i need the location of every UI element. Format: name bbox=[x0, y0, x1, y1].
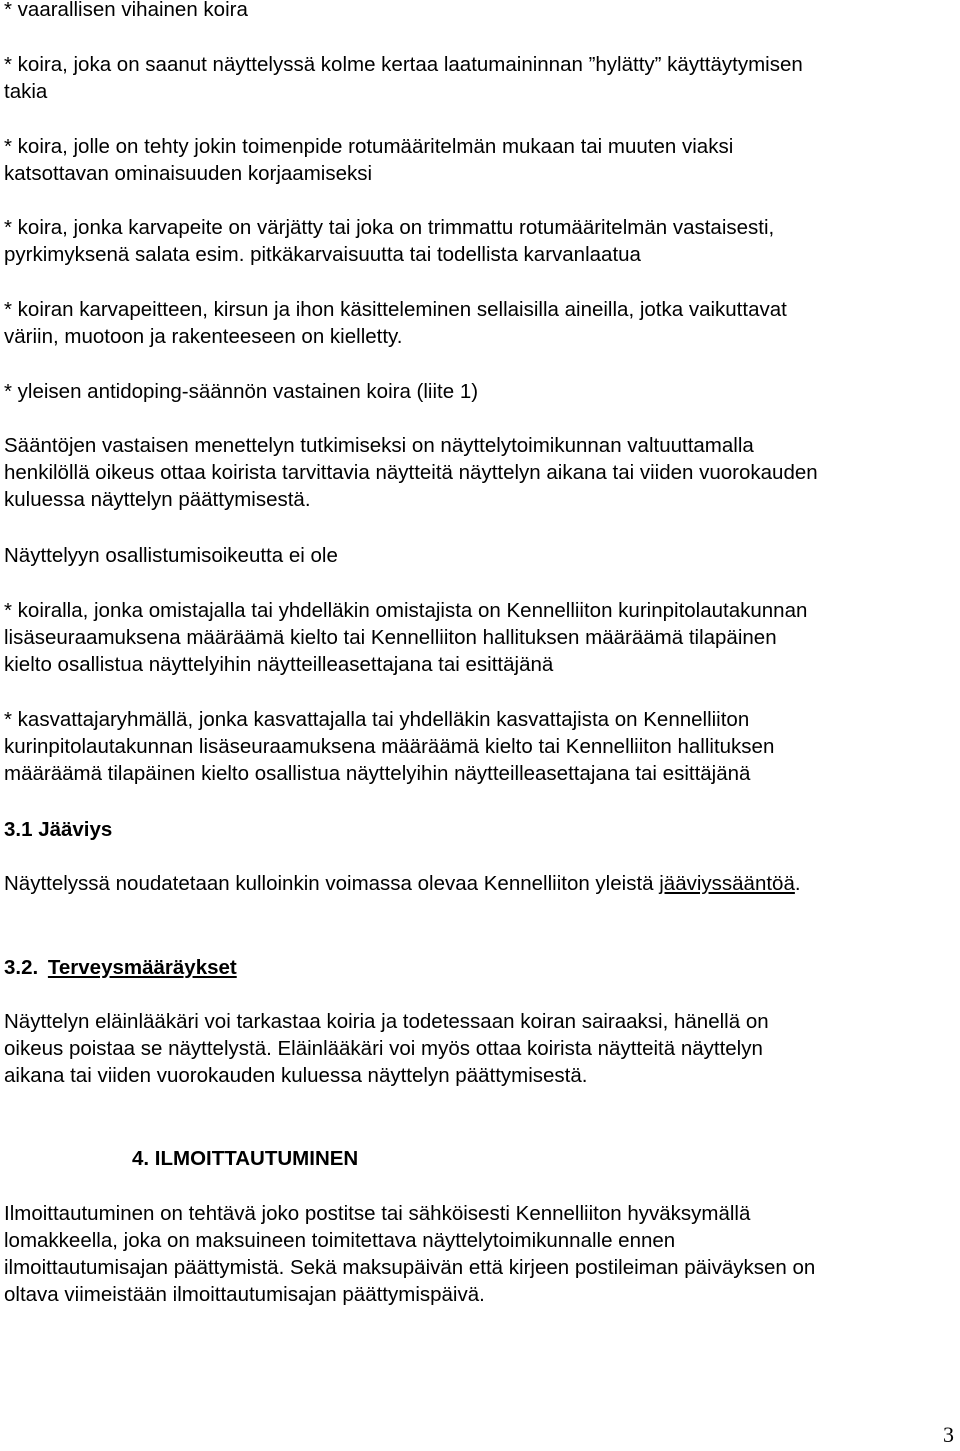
list-item: * koira, joka on saanut näyttelyssä kolme kertaa laatumaininnan ”hylätty” käyttäytymisen takia bbox=[4, 53, 803, 103]
list-item: * koiran karvapeitteen, kirsun ja ihon käsitteleminen sellaisilla aineilla, jotka vaikuttavat väriin, muotoon ja rakenteeseen on kielletty. bbox=[4, 298, 787, 348]
section-heading-jaaviys: 3.1 Jääviys bbox=[4, 818, 113, 841]
list-item: * koiralla, jonka omistajalla tai yhdelläkin omistajista on Kennelliiton kurinpitolautakunnan lisäseuraamuksena määräämä kielto tai Kennelliiton hallituksen määräämä tilapäinen kielto osallistua näyttelyihin näytteilleasettajana tai esittäjänä bbox=[4, 599, 808, 676]
body-paragraph: Näyttelyyn osallistumisoikeutta ei ole bbox=[4, 544, 338, 567]
list-item: * vaarallisen vihainen koira bbox=[4, 0, 248, 21]
body-paragraph: Sääntöjen vastaisen menettelyn tutkimiseksi on näyttelytoimikunnan valtuuttamalla henkilöllä oikeus ottaa koirista tarvittavia näytteitä näyttelyn aikana tai viiden vuorokauden kuluessa näyttelyn päättymisestä. bbox=[4, 434, 818, 511]
list-item: * koira, jolle on tehty jokin toimenpide rotumääritelmän mukaan tai muuten viaksi katsottavan ominaisuuden korjaamiseksi bbox=[4, 135, 734, 185]
body-paragraph: Ilmoittautuminen on tehtävä joko postitse tai sähköisesti Kennelliiton hyväksymällä lomakkeella, joka on maksuineen toimitettava näyttelytoimikunnalle ennen ilmoittautumisajan päättymistä. Sekä maksupäivän että kirjeen postileiman päiväyksen on oltava viimeistään ilmoittautumisajan päättymispäivä. bbox=[4, 1202, 816, 1306]
jaaviyssaanto-link-text: jääviyssääntöä bbox=[659, 872, 795, 895]
list-item: * kasvattajaryhmällä, jonka kasvattajalla tai yhdelläkin kasvattajista on Kennelliiton kurinpitolautakunnan lisäseuraamuksena määräämä kielto tai Kennelliiton hallituksen määräämä tilapäinen kielto osallistua näyttelyihin näytteilleasettajana tai esittäjänä bbox=[4, 708, 775, 785]
section-heading-terveysmaaraykset: 3.2. Terveysmääräykset bbox=[4, 956, 237, 979]
section-heading-ilmoittautuminen: 4. ILMOITTAUTUMINEN bbox=[132, 1147, 359, 1170]
body-paragraph: Näyttelyssä noudatetaan kulloinkin voimassa olevaa Kennelliiton yleistä jääviyssääntöä. bbox=[4, 872, 801, 895]
list-item: * yleisen antidoping-säännön vastainen koira (liite 1) bbox=[4, 380, 479, 403]
page-number: 3 bbox=[943, 1422, 954, 1447]
list-item: * koira, jonka karvapeite on värjätty tai joka on trimmattu rotumääritelmän vastaisesti, pyrkimyksenä salata esim. pitkäkarvaisuutta tai todellista karvanlaatua bbox=[4, 216, 775, 266]
body-paragraph: Näyttelyn eläinlääkäri voi tarkastaa koiria ja todetessaan koiran sairaaksi, hänellä on oikeus poistaa se näyttelystä. Eläinlääkäri voi myös ottaa koirista näytteitä näyttelyn aikana tai viiden vuorokauden kuluessa näyttelyn päättymisestä. bbox=[4, 1010, 769, 1087]
